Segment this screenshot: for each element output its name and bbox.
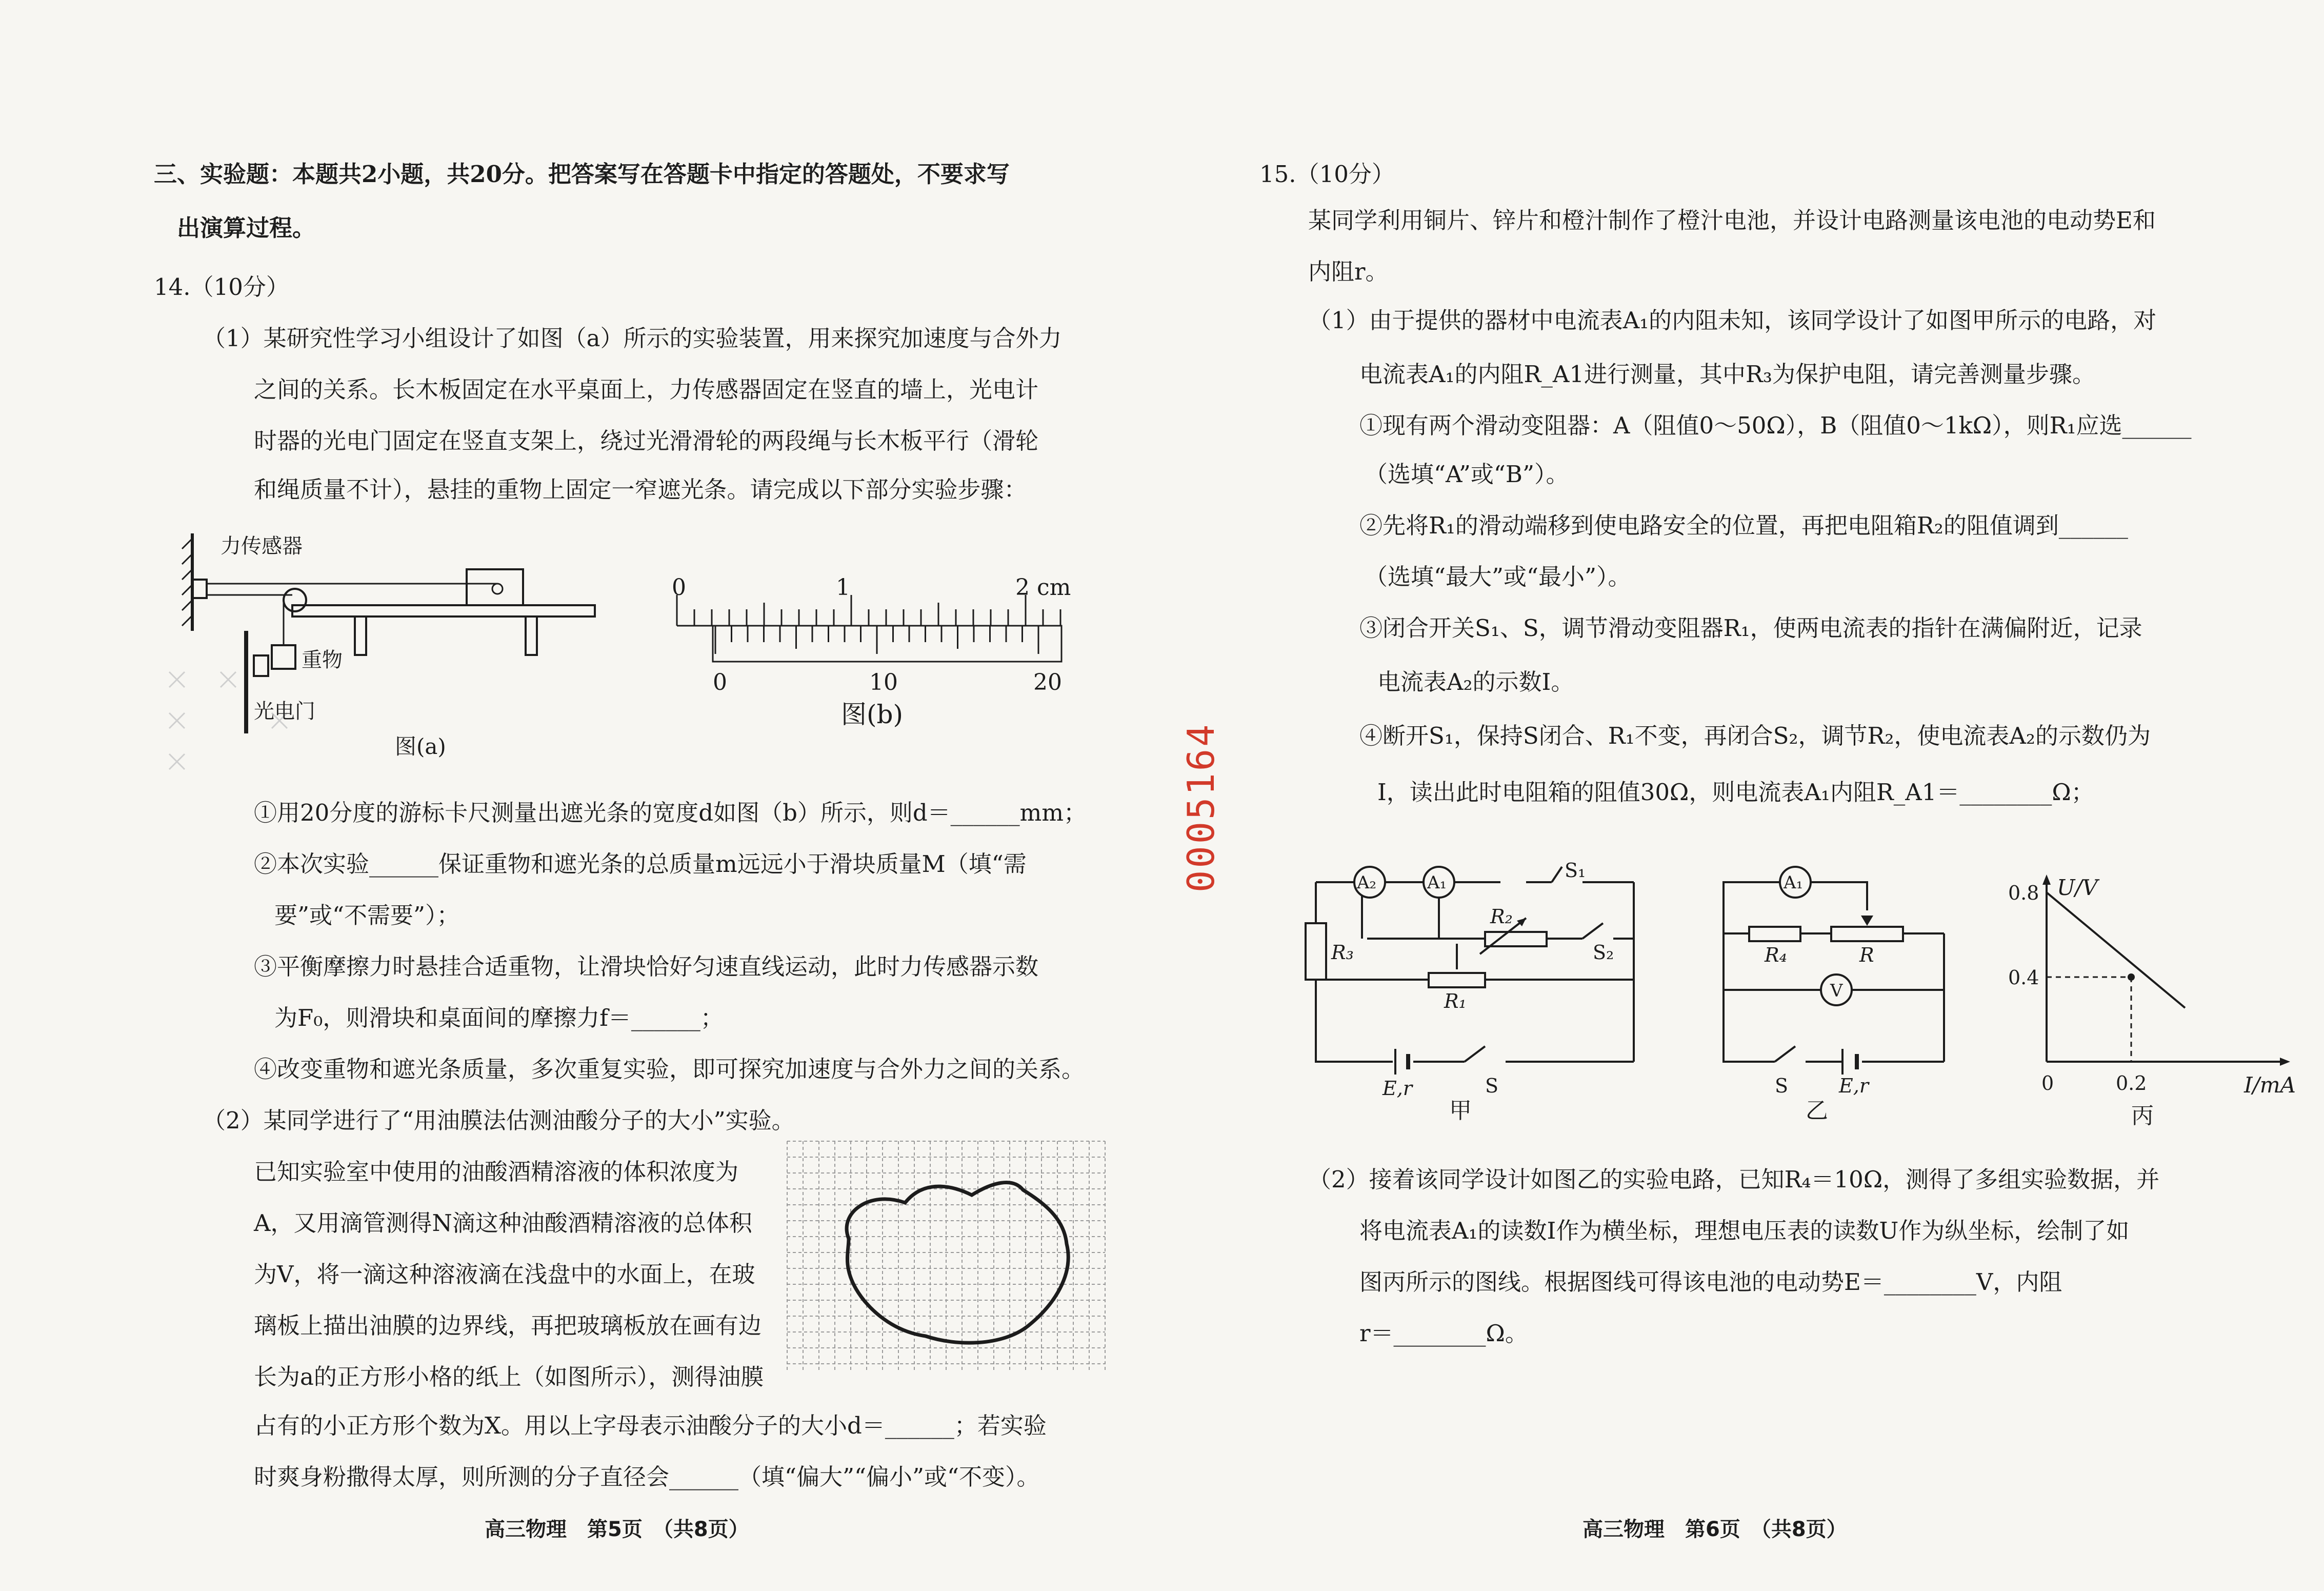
vernier-label-10: 10 [869, 669, 898, 695]
oil-film-grid-figure [787, 1141, 1115, 1377]
meter-v: V [1830, 981, 1843, 1001]
label-r1: R₁ [1444, 990, 1467, 1012]
figure-a-caption: 图(a) [395, 734, 446, 759]
q14-part2-line8: 时爽身粉撒得太厚，则所测的分子直径会______（填“偏大”“偏小”或“不变）。 [254, 1463, 1040, 1490]
label-r4: R₄ [1765, 944, 1787, 966]
q14-header: 14.（10分） [154, 273, 289, 301]
serial-number: 0005164 [1179, 722, 1223, 892]
step-r3-line2: 电流表A₂的示数I。 [1377, 668, 1574, 695]
figure-a-apparatus [138, 518, 626, 774]
section-title-cont: 出演算过程。 [177, 214, 316, 242]
step-1: ①用20分度的游标卡尺测量出遮光条的宽度d如图（b）所示，则d＝______mm； [254, 799, 1087, 826]
footer-left: 高三物理 第5页 （共8页） [485, 1518, 749, 1541]
label-s1: S₁ [1565, 859, 1586, 882]
label-s2: S₂ [1593, 941, 1614, 964]
step-r1-line1: ①现有两个滑动变阻器：A（阻值0～50Ω），B（阻值0～1kΩ），则R₁应选______ [1359, 412, 2192, 439]
meter-a2: A₂ [1357, 872, 1377, 893]
label-photogate: 光电门 [254, 700, 315, 723]
circuit-jia [1285, 851, 1706, 1139]
q14-part1-line3: 时器的光电门固定在竖直支架上，绕过光滑滑轮的两段绳与长木板平行（滑轮 [254, 427, 1039, 454]
label-r2: R₂ [1490, 905, 1513, 928]
y-axis-label: U/V [2057, 875, 2098, 900]
label-r3: R₃ [1331, 941, 1354, 964]
step-r2-line2: （选填“最大”或“最小”）。 [1365, 563, 1631, 590]
label-r: R [1859, 944, 1874, 966]
q15-part2-line4: r＝________Ω。 [1359, 1320, 1528, 1347]
q15-part2-line1: （2）接着该同学设计如图乙的实验电路，已知R₄＝10Ω，测得了多组实验数据，并 [1308, 1166, 2160, 1193]
label-s-yi: S [1775, 1075, 1789, 1097]
circuit-yi-caption: 乙 [1806, 1098, 1828, 1124]
oil-film-outline [847, 1183, 1068, 1343]
label-force-sensor: 力传感器 [221, 534, 303, 558]
label-weight: 重物 [302, 648, 343, 672]
graph-bing [1995, 872, 2324, 1144]
circuit-jia-caption: 甲 [1449, 1098, 1472, 1124]
step-4: ④改变重物和遮光条质量，多次重复实验，即可探究加速度与合外力之间的关系。 [254, 1056, 1085, 1083]
main-scale-label-1: 1 [836, 574, 850, 601]
y-tick-label: 0.8 [2008, 882, 2039, 904]
q15-part2-line3: 图丙所示的图线。根据图线可得该电池的电动势E＝________V，内阻 [1359, 1268, 2062, 1296]
step-r4-line2: I，读出此时电阻箱的阻值30Ω，则电流表A₁内阻R_A1＝________Ω； [1377, 779, 2094, 806]
x-axis-label: I/mA [2244, 1072, 2296, 1098]
q14-part1-line2: 之间的关系。长木板固定在水平桌面上，力传感器固定在竖直的墙上，光电计 [254, 376, 1039, 403]
q14-part2-line2: 已知实验室中使用的油酸酒精溶液的体积浓度为 [254, 1158, 739, 1185]
x-tick-label: 0 [2041, 1072, 2054, 1095]
step-r1-line2: （选填“A”或“B”）。 [1365, 461, 1569, 488]
q14-part2-line5: 璃板上描出油膜的边界线，再把玻璃板放在画有边 [254, 1312, 762, 1339]
q15-part1-line1: （1）由于提供的器材中电流表A₁的内阻未知，该同学设计了如图甲所示的电路，对 [1308, 307, 2157, 334]
q14-part2-line4: 为V，将一滴这种溶液滴在浅盘中的水面上，在玻 [254, 1261, 755, 1288]
data-point [2128, 973, 2135, 981]
vernier-label-20: 20 [1033, 669, 1062, 695]
q15-part2-line2: 将电流表A₁的读数I作为横坐标，理想电压表的读数U作为纵坐标，绘制了如 [1359, 1217, 2130, 1244]
q14-part1-line1: （1）某研究性学习小组设计了如图（a）所示的实验装置，用来探究加速度与合外力 [203, 325, 1062, 352]
section-title: 三、实验题：本题共2小题，共20分。把答案写在答题卡中指定的答题处，不要求写 [154, 161, 1010, 188]
vernier-label-0: 0 [713, 669, 727, 695]
circuit-yi [1708, 851, 1985, 1139]
step-3-line2: 为F₀，则滑块和桌面间的摩擦力f＝______； [274, 1004, 724, 1031]
q14-part2-line1: （2）某同学进行了“用油膜法估测油酸分子的大小”实验。 [203, 1107, 795, 1134]
step-3-line1: ③平衡摩擦力时悬挂合适重物，让滑块恰好匀速直线运动，此时力传感器示数 [254, 953, 1039, 980]
right-page [1162, 0, 2324, 1591]
q14-part2-line6: 长为a的正方形小格的纸上（如图所示），测得油膜 [254, 1363, 764, 1390]
step-2-line2: 要”或“不需要”）； [274, 902, 460, 929]
step-r3-line1: ③闭合开关S₁、S，调节滑动变阻器R₁，使两电流表的指针在满偏附近，记录 [1359, 614, 2142, 642]
q14-part2-line7: 占有的小正方形个数为X。用以上字母表示油酸分子的大小d＝______；若实验 [254, 1412, 1047, 1439]
footer-right: 高三物理 第6页 （共8页） [1582, 1518, 1847, 1541]
step-r4-line1: ④断开S₁，保持S闭合、R₁不变，再闭合S₂，调节R₂，使电流表A₂的示数仍为 [1359, 722, 2151, 749]
q14-part1-line4: 和绳质量不计），悬挂的重物上固定一窄遮光条。请完成以下部分实验步骤： [254, 476, 1027, 503]
label-s: S [1485, 1075, 1499, 1097]
label-er-yi: E,r [1839, 1075, 1869, 1097]
step-r2-line1: ②先将R₁的滑动端移到使电路安全的位置，再把电阻箱R₂的阻值调到______ [1359, 512, 2128, 539]
main-scale-label-2: 2 cm [1015, 574, 1071, 601]
figure-b-vernier-caliper [651, 564, 1092, 749]
q15-part1-line2: 电流表A₁的内阻R_A1进行测量，其中R₃为保护电阻，请完善测量步骤。 [1359, 361, 2095, 388]
q15-intro-line2: 内阻r。 [1308, 258, 1389, 285]
q15-intro-line1: 某同学利用铜片、锌片和橙汁制作了橙汁电池，并设计电路测量该电池的电动势E和 [1308, 207, 2156, 234]
x-tick-label: 0.2 [2116, 1072, 2147, 1095]
meter-a1-yi: A₁ [1784, 872, 1804, 893]
label-er: E,r [1383, 1077, 1412, 1100]
figure-b-caption: 图(b) [841, 700, 904, 729]
main-scale-label-0: 0 [672, 574, 686, 601]
q15-header: 15.（10分） [1259, 161, 1395, 188]
step-2-line1: ②本次实验______保证重物和遮光条的总质量m远远小于滑块质量M（填“需 [254, 850, 1027, 878]
y-tick-label: 0.4 [2008, 966, 2039, 989]
graph-bing-caption: 丙 [2131, 1103, 2154, 1129]
q14-part2-line3: A，又用滴管测得N滴这种油酸酒精溶液的总体积 [254, 1209, 752, 1237]
data-line [2047, 892, 2185, 1008]
meter-a1: A₁ [1427, 872, 1447, 893]
